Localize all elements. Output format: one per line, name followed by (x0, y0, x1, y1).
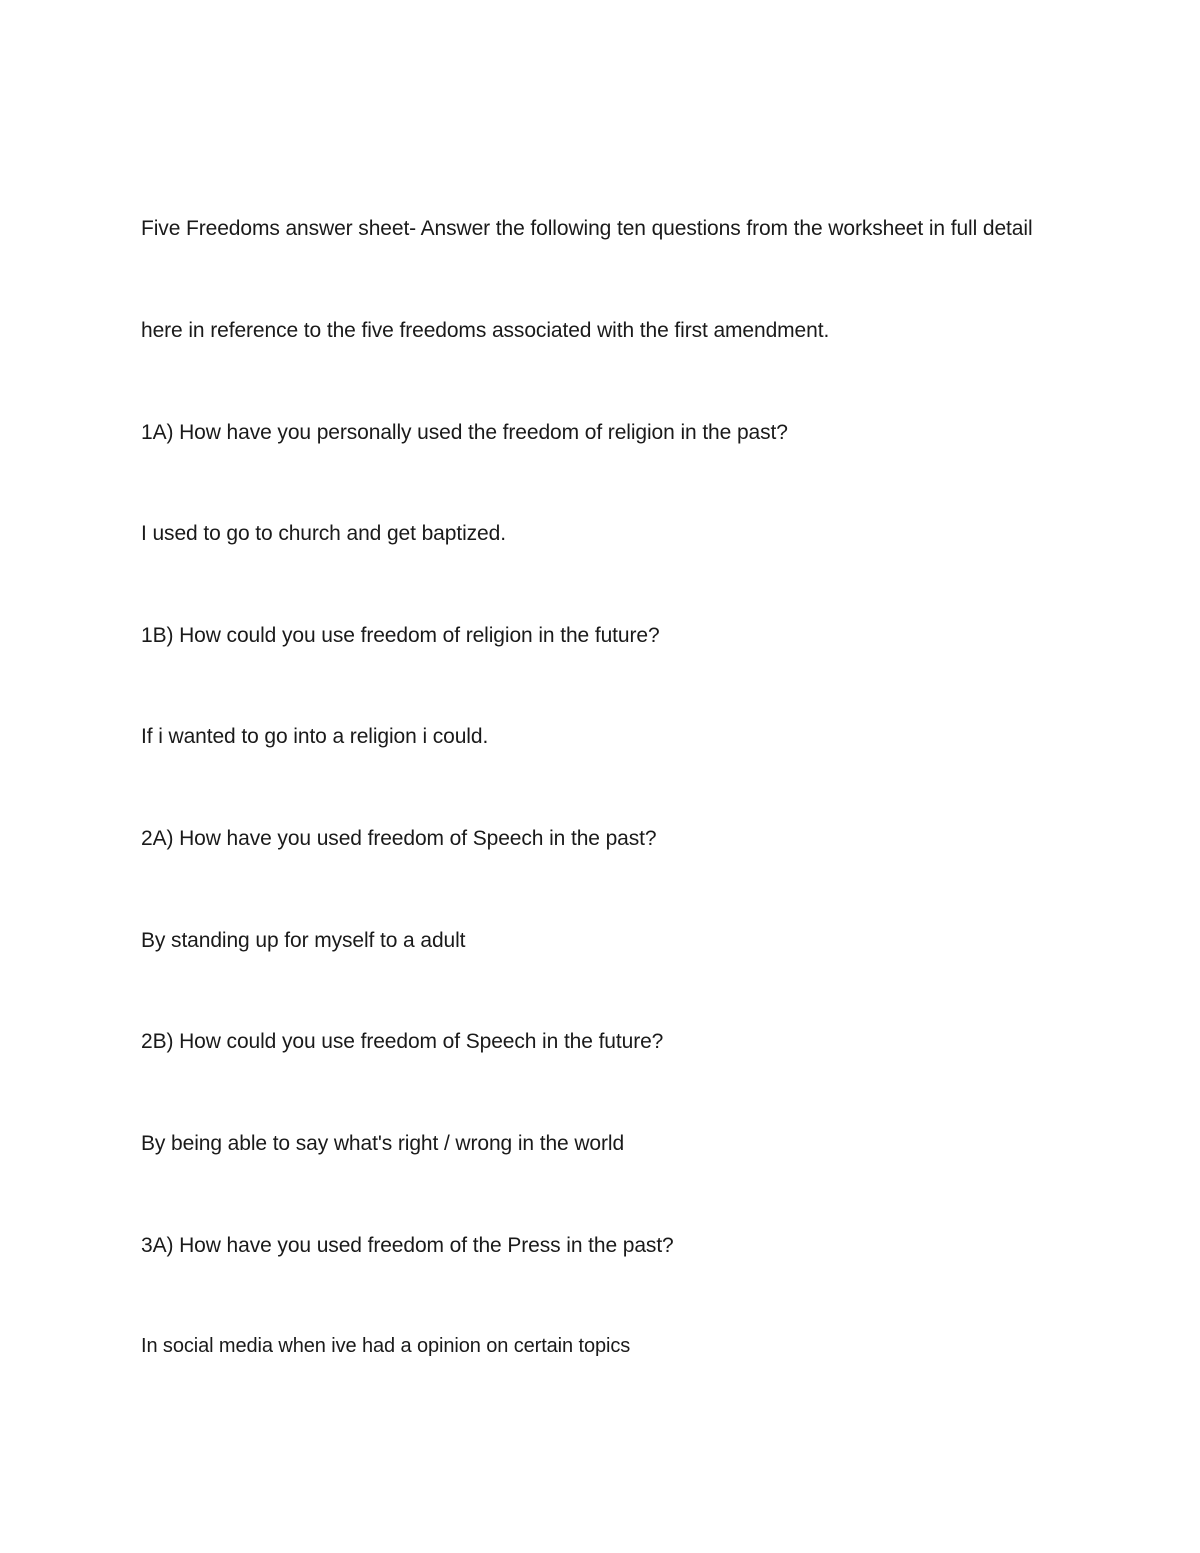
answer-3a: In social media when ive had a opinion on certain topics (141, 1335, 631, 1357)
question-1b: 1B) How could you use freedom of religion in the future? (141, 624, 660, 647)
question-2b: 2B) How could you use freedom of Speech in the future? (141, 1030, 664, 1053)
question-1a: 1A) How have you personally used the freedom of religion in the past? (141, 421, 788, 444)
question-3a: 3A) How have you used freedom of the Press in the past? (141, 1234, 674, 1257)
answer-1a: I used to go to church and get baptized. (141, 522, 506, 545)
answer-2b: By being able to say what's right / wrong in the world (141, 1132, 625, 1155)
instructions-line-1: Five Freedoms answer sheet- Answer the following ten questions from the worksheet in full detail (141, 217, 1033, 240)
answer-1b: If i wanted to go into a religion i could. (141, 725, 489, 748)
question-2a: 2A) How have you used freedom of Speech in the past? (141, 827, 657, 850)
instructions-line-2: here in reference to the five freedoms associated with the first amendment. (141, 319, 830, 342)
answer-2a: By standing up for myself to a adult (141, 929, 466, 952)
